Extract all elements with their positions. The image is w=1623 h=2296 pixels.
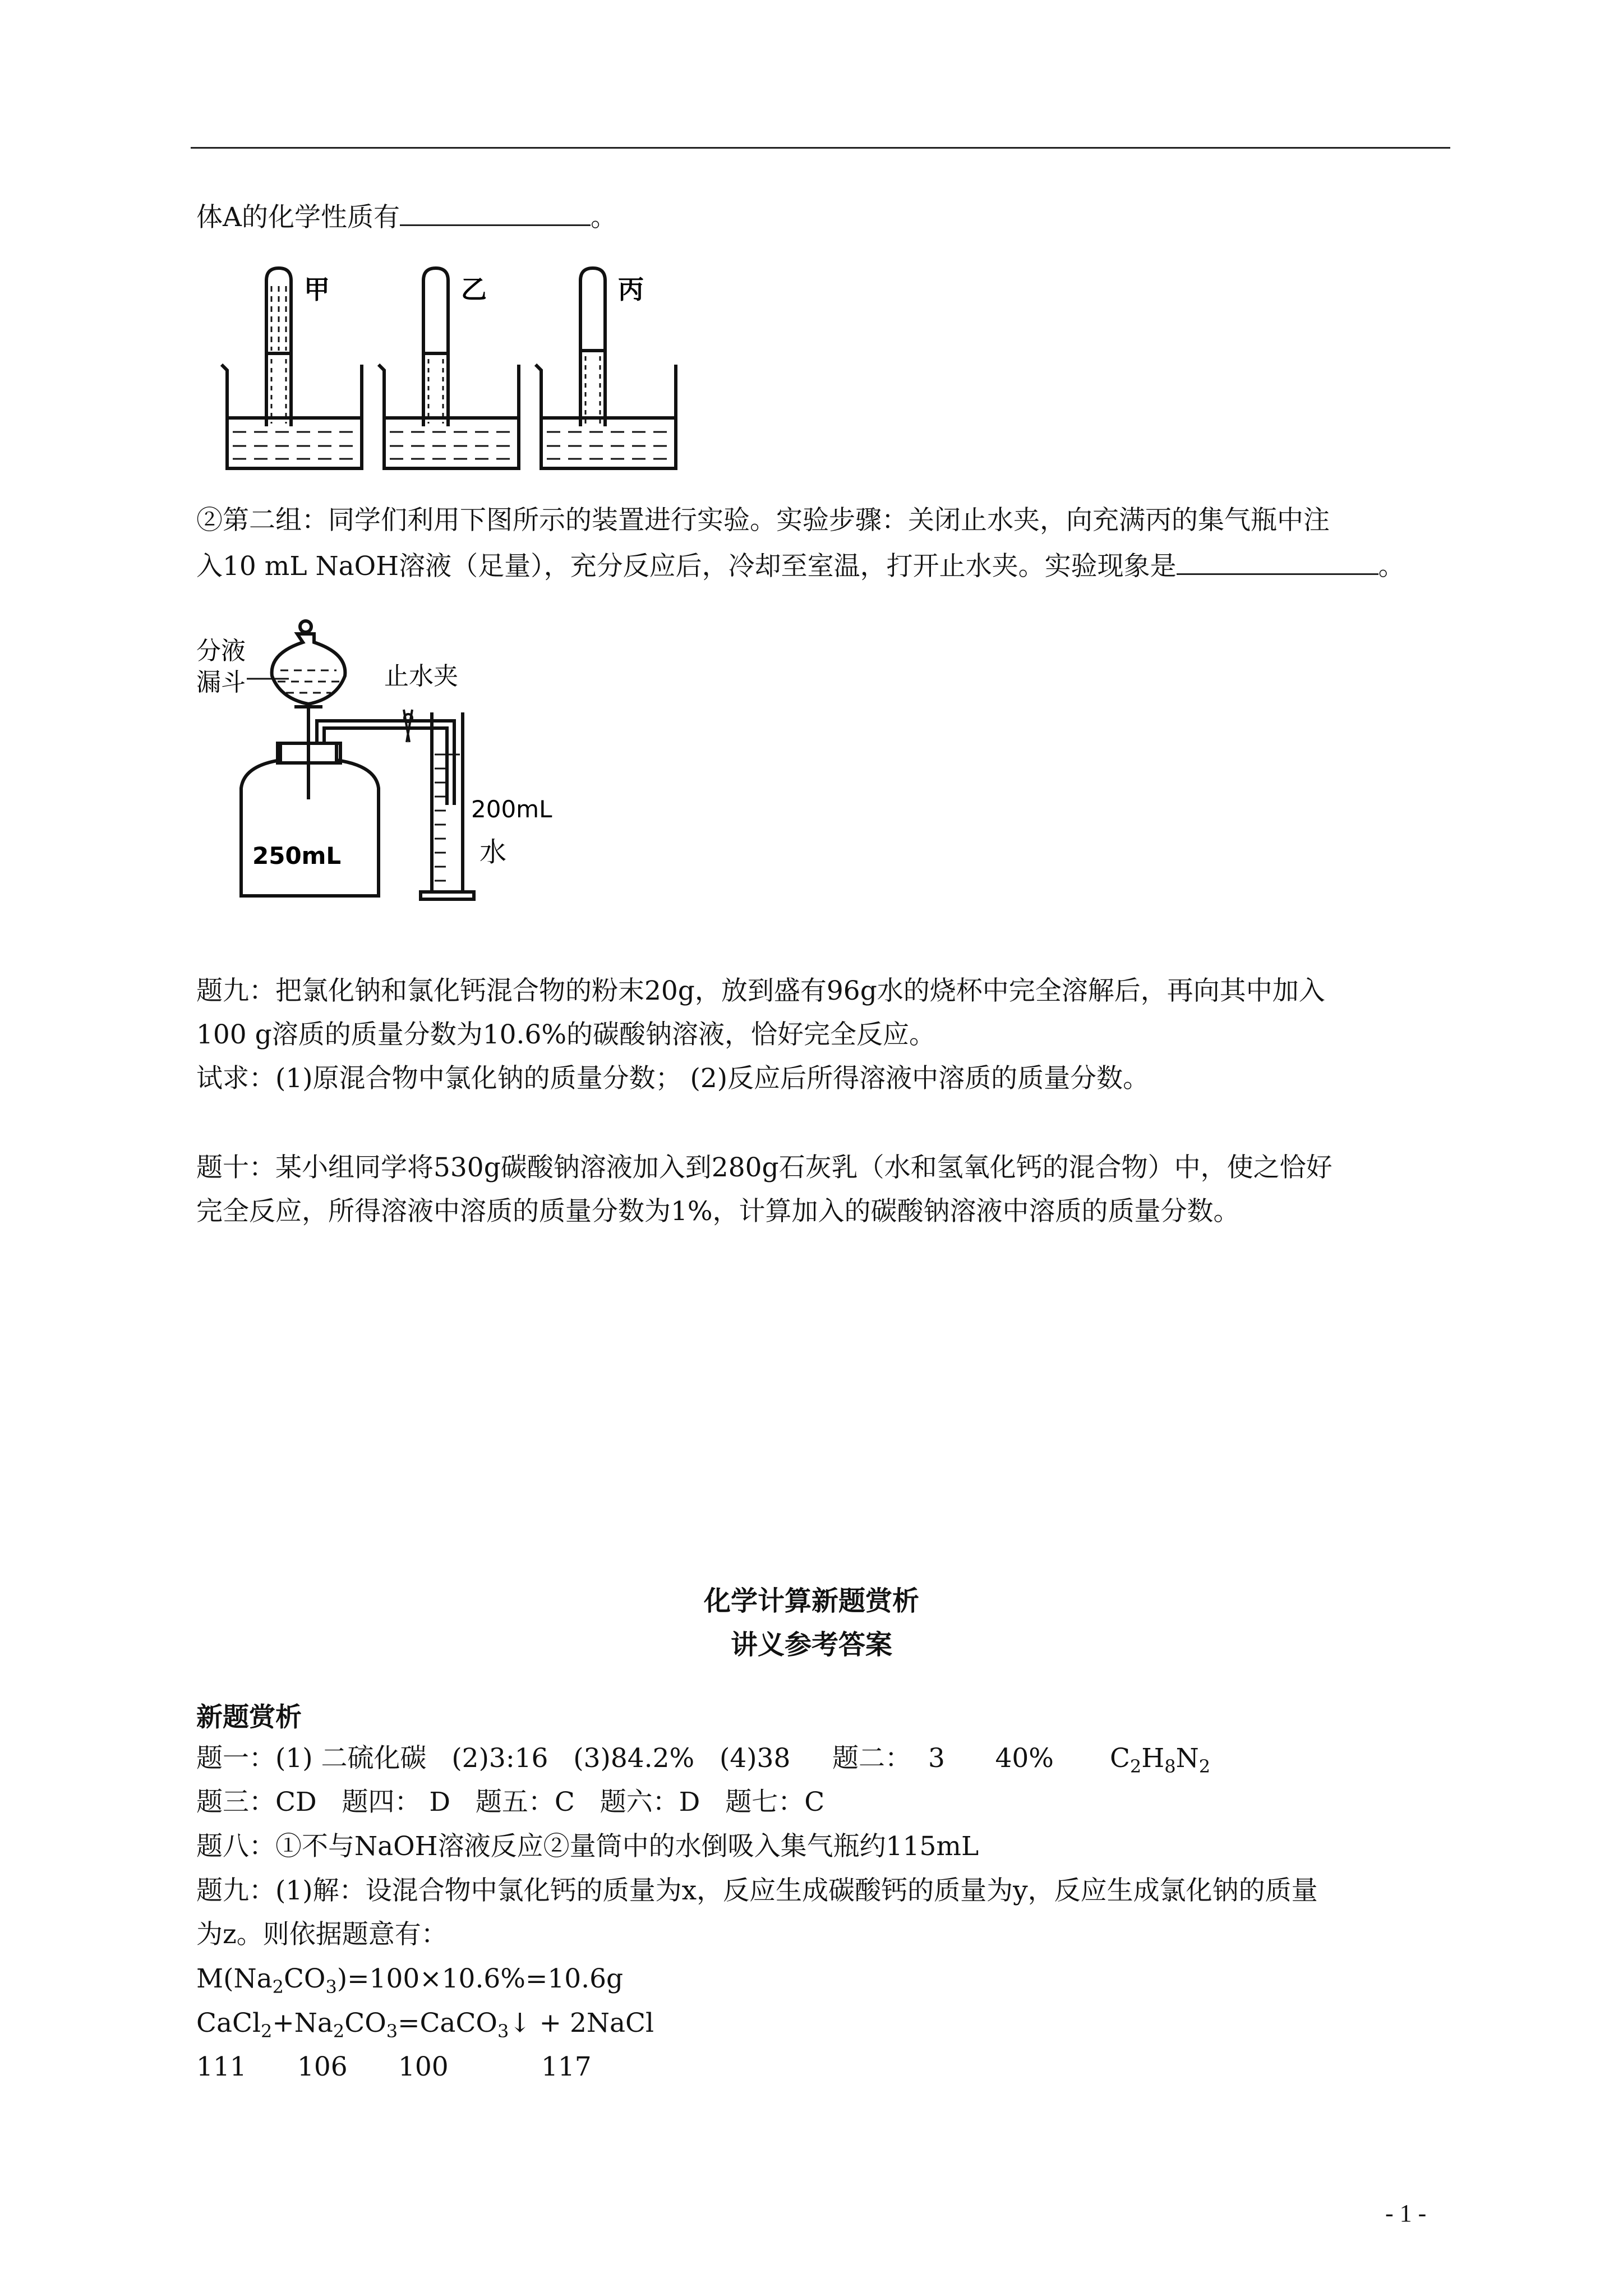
mass-na2co3: 106 (297, 2051, 348, 2082)
answer-8: 题八：①不与NaOH溶液反应②量筒中的水倒吸入集气瓶约115mL (196, 1831, 979, 1862)
formula-c2h8n2: $C_2H_8N_2$ (1109, 1743, 1211, 1777)
label-jia: 甲 (304, 274, 330, 305)
q8-part2-line2: 入10 mL NaOH溶液（足量），充分反应后，冷却至室温，打开止水夹。实验现象是 。 (196, 551, 1405, 582)
page-number: - 1 - (1385, 2200, 1427, 2227)
q8-intro-line: 体A的化学性质有 。 (196, 202, 617, 233)
label-cylinder-volume: 200mL (471, 795, 552, 823)
test-tube-figure (213, 264, 707, 482)
q8-part2-line1: ②第二组：同学们利用下图所示的装置进行实验。实验步骤：关闭止水夹，向充满丙的集气瓶中注 (196, 505, 1330, 536)
q8-phenomenon-blank (1177, 551, 1378, 575)
label-yi: 乙 (461, 274, 487, 305)
q9-line2: 100 g溶质的质量分数为10.6%的碳酸钠溶液，恰好完全反应。 (196, 1019, 936, 1050)
answer-1-2: 题一：(1) 二硫化碳 (2)3:16 (3)84.2% (4)38 题二： 3 40% $C_2H_8N_2$ (196, 1743, 1211, 1777)
label-funnel-1: 分液 (196, 637, 246, 665)
equation-mass: $M(Na_2CO_3)=100\times 10.6\%=10.6g$ (196, 1963, 624, 1998)
apparatus-figure (196, 614, 623, 906)
label-bing: 丙 (618, 274, 644, 305)
answers-subtitle: 讲义参考答案 (730, 1629, 892, 1660)
q10-line1: 题十：某小组同学将530g碳酸钠溶液加入到280g石灰乳（水和氢氧化钙的混合物）中，使之恰好 (196, 1152, 1332, 1183)
mass-cacl2: 111 (196, 2051, 247, 2082)
mass-nacl: 117 (541, 2051, 592, 2082)
header-rule (191, 147, 1450, 149)
label-bottle-volume: 250mL (252, 842, 342, 869)
q10-line2: 完全反应，所得溶液中溶质的质量分数为1%，计算加入的碳酸钠溶液中溶质的质量分数。 (196, 1196, 1240, 1227)
q9-line1: 题九：把氯化钠和氯化钙混合物的粉末20g，放到盛有96g水的烧杯中完全溶解后，再向其中加入 (196, 976, 1325, 1006)
answer-3-7: 题三：CD 题四： D 题五：C 题六：D 题七：C (196, 1787, 825, 1818)
answer-9-line2: 为z。则依据题意有： (196, 1919, 448, 1950)
answer-9-line1: 题九：(1)解：设混合物中氯化钙的质量为x，反应生成碳酸钙的质量为y，反应生成氯化钠的质量 (196, 1875, 1318, 1906)
label-clamp: 止水夹 (384, 662, 458, 691)
label-funnel-2: 漏斗 (196, 668, 246, 697)
q9-line3: 试求：(1)原混合物中氯化钠的质量分数； (2)反应后所得溶液中溶质的质量分数。 (196, 1063, 1150, 1094)
equation-reaction: $CaCl_2+Na_2CO_3=CaCO_3↓$ + 2NaCl (196, 2008, 654, 2042)
q8-answer-blank (400, 202, 591, 226)
answers-title: 化学计算新题赏析 (703, 1585, 919, 1617)
section-heading: 新题赏析 (196, 1702, 302, 1733)
label-water: 水 (479, 836, 507, 868)
q8-intro-text: 体A的化学性质有 (196, 202, 400, 233)
mass-caco3: 100 (398, 2051, 449, 2082)
